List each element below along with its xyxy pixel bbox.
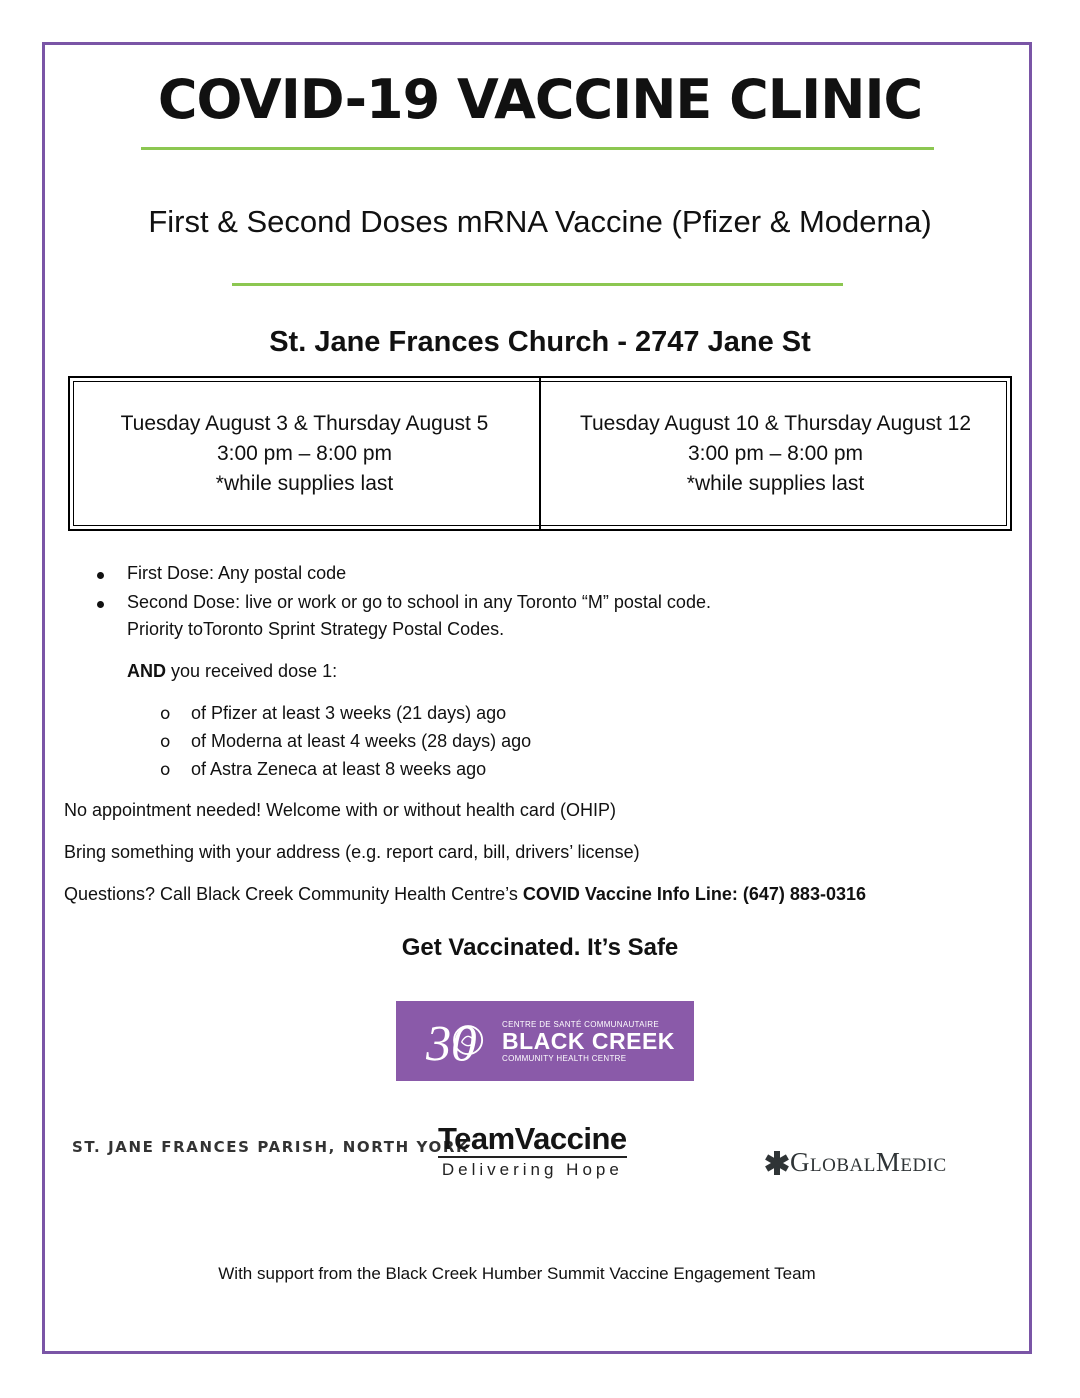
bullet xyxy=(97,572,104,579)
thirty-anniversary-icon xyxy=(426,1012,484,1070)
black-creek-logo xyxy=(396,1001,694,1081)
schedule-time: 3:00 pm – 8:00 pm xyxy=(687,441,864,465)
info-line: COVID Vaccine Info Line: (647) 883-0316 xyxy=(522,884,866,904)
schedule-cell-1 xyxy=(70,378,539,529)
interval-astrazeneca: of Astra Zeneca at least 8 weeks ago xyxy=(191,759,487,779)
schedule-note: *while supplies last xyxy=(686,471,865,495)
title-divider xyxy=(141,147,934,150)
questions-prefix: Questions? Call Black Creek Community Health Centre’s xyxy=(64,884,523,904)
bullet xyxy=(97,601,104,608)
subtitle: First & Second Doses mRNA Vaccine (Pfizer & Moderna) xyxy=(148,204,932,239)
black-creek-bottom-line: COMMUNITY HEALTH CENTRE xyxy=(502,1053,627,1063)
schedule-dates: Tuesday August 3 & Thursday August 5 xyxy=(120,411,489,435)
first-dose-item: First Dose: Any postal code xyxy=(127,563,347,583)
and-bold: AND xyxy=(127,661,166,681)
schedule-time: 3:00 pm – 8:00 pm xyxy=(216,441,393,465)
subtitle-divider xyxy=(232,283,843,286)
questions-note xyxy=(64,884,866,905)
global-medic-name: GlobalMedic xyxy=(790,1147,947,1177)
sub-bullet: o xyxy=(160,760,171,780)
second-dose-item: Second Dose: live or work or go to school in any Toronto “M” postal code. xyxy=(127,592,711,612)
second-dose-priority: Priority toToronto Sprint Strategy Postal Codes. xyxy=(127,619,505,639)
schedule-dates: Tuesday August 10 & Thursday August 12 xyxy=(579,411,972,435)
black-creek-top-line: CENTRE DE SANTÉ COMMUNAUTAIRE xyxy=(502,1019,660,1029)
page-title: COVID-19 VACCINE CLINIC xyxy=(157,68,923,131)
star-of-life-icon xyxy=(764,1150,790,1176)
support-footer: With support from the Black Creek Humber Summit Vaccine Engagement Team xyxy=(218,1264,816,1283)
no-appointment-note: No appointment needed! Welcome with or without health card (OHIP) xyxy=(64,800,616,820)
interval-pfizer: of Pfizer at least 3 weeks (21 days) ago xyxy=(191,703,507,723)
address-note: Bring something with your address (e.g. report card, bill, drivers’ license) xyxy=(64,842,640,862)
sub-bullet: o xyxy=(160,732,171,752)
team-vaccine-logo xyxy=(438,1122,627,1181)
sub-bullet: o xyxy=(160,704,171,724)
schedule-note: *while supplies last xyxy=(215,471,394,495)
schedule-cell-2 xyxy=(539,378,1010,529)
schedule-table xyxy=(68,376,1012,531)
team-vaccine-title: TeamVaccine xyxy=(438,1121,627,1156)
tagline: Get Vaccinated. It’s Safe xyxy=(401,934,679,961)
interval-moderna: of Moderna at least 4 weeks (28 days) ago xyxy=(191,731,532,751)
parish-logo: ST. JANE FRANCES PARISH, NORTH YORK xyxy=(72,1138,470,1156)
and-rest: you received dose 1: xyxy=(166,661,338,681)
numeral-mark: 30 xyxy=(426,1015,477,1070)
venue-heading: St. Jane Frances Church - 2747 Jane St xyxy=(269,326,811,358)
black-creek-name: BLACK CREEK xyxy=(502,1027,675,1054)
global-medic-logo xyxy=(764,1147,947,1178)
and-condition xyxy=(127,661,337,682)
team-vaccine-tagline: Delivering Hope xyxy=(438,1156,627,1181)
